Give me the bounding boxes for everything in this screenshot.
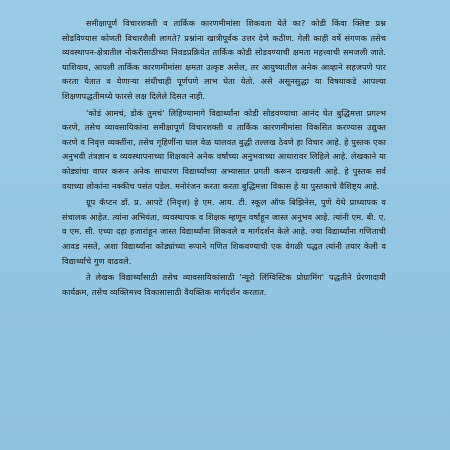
author-programs-paragraph: ते लेखक विद्यार्थ्यांसाठी तसेच व्यावसायिकांसाठी 'न्यूरो लिंग्विस्टिक प्रोग्रामिंग' पद्धतीने प्रेरणादायी कार्यक्रम, तसेच व्यक्तिमत्त्व विकासासाठी वैयक्तिक मार्गदर्शन करतात.: [62, 272, 386, 297]
author-bio-paragraph: ग्रूप कॅप्टन डॉ. प्र. आपटे (निवृत्त) हे एम. आय. टी. स्कूल ऑफ बिझिनेस, पुणे येथे प्राध्यापक व संचालक आहेत. त्यांना अभियंता, व्यवस्थापक व शिक्षक म्हणून वर्षांहून जास्त अनुभव आहे. त्यांनी एम. बी. ए. व एम. सी. एच्या दहा हजारांहून जास्त विद्यार्थ्यांना शिकवले व मार्गदर्शन केले आहे. ज्या विद्यार्थ्यांना गणिताची आवड नसते, अशा विद्यार्थ्यांना कोड्यांच्या रूपाने गणित शिकवण्याची एक वेगळी पद्धत त्यांनी तयार केली व विद्यार्थ्यांचे गुण वाढवले.: [62, 197, 386, 266]
book-purpose-paragraph: 'कोडं आमचं, डोकं तुमचं' लिहिण्यामागे विद्यार्थ्यांना कोडी सोडवण्याचा आनंद घेत बुद्धिमत्ता प्रगल्भ करणे, तसेच व्यावसायिकांना समीक्षापूर्ण विचारशक्ती व तार्किक कारणमीमांसा विकसित करण्यास उद्युक्त करणे व निवृत्त व्यक्तींना, तसेच गृहिणींना घाल वेळ घालवत बुद्धी तल्लख ठेवणे हा विचार आहे. हे पुस्तक एका अनुभवी तंत्रज्ञान व व्यवस्थापनाच्या शिक्षकाने अनेक वर्षांच्या अनुभवाच्या आधारावर लिहिले आहे. लेखकाने या कोड्यांचा वापर करून अनेक साधारण विद्यार्थ्यांच्या अभ्यासात प्रगती करून दाखवली आहे. हे पुस्तक सर्व वयाच्या लोकांना नक्कीच पसंत पडेल. मनोरंजन करता करता बुद्धिमत्ता विकास हे या पुस्तकाचे वैशिष्ट्य आहे.: [62, 107, 386, 191]
intro-paragraph: समीक्षापूर्ण विचारशक्ती व तार्किक कारणमीमांसा शिकवता येते का? कोडी किंवा क्लिष्ट प्रश्न सोडविण्यास कोणती विचारशैली लागते? प्रश्नांना खात्रीपूर्वक उत्तर देणे कठीण. गेली काही वर्षे संगणक तसेच व्यवस्थापन-क्षेत्रातील नोकरीसाठीच्या निवडप्रक्रियेत तार्किक कोडी सोडवण्याची क्षमता महत्त्वाची समजली जाते. याशिवाय, आपली तार्किक कारणमीमांसा क्षमता उत्कृष्ट असेल, तर आयुष्यातील अनेक आव्हाने सहजपणे पार करता येतात व येणाऱ्या संधीचाही पूर्णपणे लाभ घेता येतो. असे असूनसुद्धा या विषयाकडे आपल्या शिक्षणपद्धतीमध्ये फारसे लक्ष दिलेले दिसत नाही.: [62, 18, 386, 101]
